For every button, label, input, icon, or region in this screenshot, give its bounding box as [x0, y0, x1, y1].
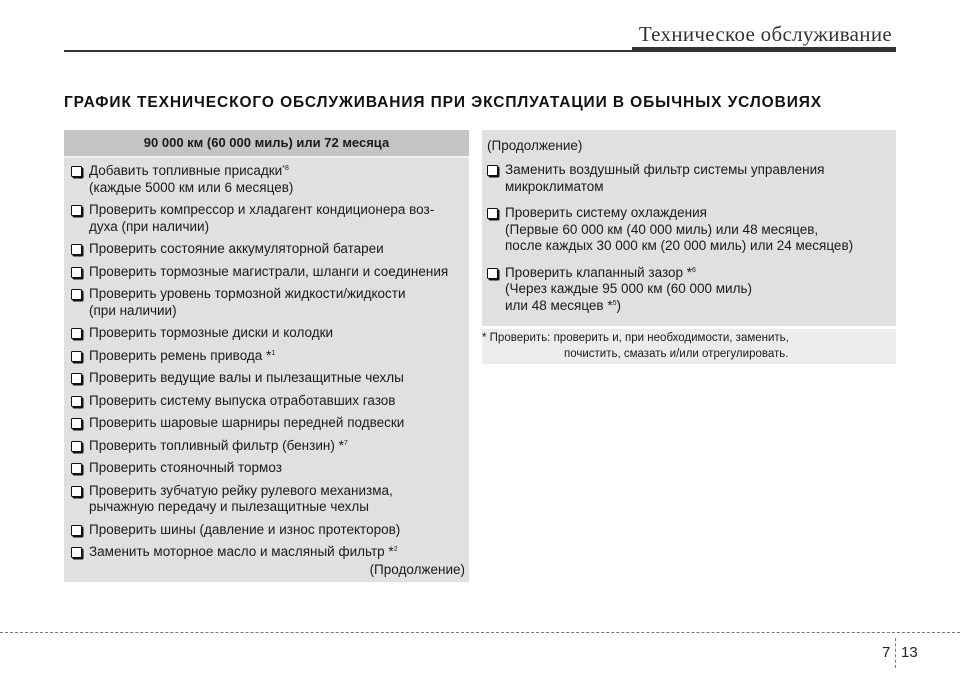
checkbox-icon	[71, 289, 82, 300]
checklist-item	[70, 325, 469, 342]
checkbox-icon	[71, 547, 82, 558]
checklist-item	[70, 163, 469, 196]
page-number-separator	[895, 638, 896, 668]
checklist-item-text: Проверить зубчатую рейку рулевого механизма, рычажную передачу и пылезащитные чехлы	[89, 482, 393, 514]
checklist-item-text: Проверить топливный фильтр (бензин) *$^7$	[89, 437, 348, 453]
checklist-item-text: Проверить ведущие валы и пылезащитные чехлы	[89, 370, 404, 385]
checklist-item	[70, 544, 469, 561]
checkbox-icon	[71, 486, 82, 497]
checkbox-icon	[71, 166, 82, 177]
checklist-item-text: Проверить стояночный тормоз	[89, 460, 282, 475]
checklist-item	[70, 393, 469, 410]
checklist-left	[64, 158, 469, 561]
checklist-item	[70, 202, 469, 235]
continued-heading: (Продолжение)	[487, 138, 583, 153]
interval-heading: 90 000 км (60 000 миль) или 72 месяца	[64, 130, 469, 158]
checklist-item-text: Проверить уровень тормозной жидкости/жидкости (при наличии)	[89, 286, 406, 318]
checkbox-icon	[487, 165, 498, 176]
footnote-ref: 2	[393, 546, 398, 553]
checklist-item-text: Заменить моторное масло и масляный фильтр *$^2$	[89, 544, 398, 559]
checkbox-icon	[487, 208, 498, 219]
checklist-item-text: Добавить топливные присадки$^{*8}$ (каждые 5000 км или 6 месяцев)	[89, 163, 294, 195]
checkbox-icon	[71, 525, 82, 536]
section-title: ГРАФИК ТЕХНИЧЕСКОГО ОБСЛУЖИВАНИЯ ПРИ ЭКСПЛУАТАЦИИ В ОБЫЧНЫХ УСЛОВИЯХ	[64, 94, 823, 111]
checkbox-icon	[71, 351, 82, 362]
checklist-item-text: Проверить тормозные магистрали, шланги и соединения	[89, 263, 449, 279]
checklist-item-text: Проверить компрессор и хладагент кондиционера воз- духа (при наличии)	[89, 202, 435, 234]
chapter-header-title: Техническое обслуживание	[638, 22, 892, 46]
checklist-item	[486, 205, 896, 255]
checklist-item-text: Проверить ремень привода *$^1$	[89, 347, 276, 363]
checklist-item	[486, 162, 896, 195]
checklist-item	[70, 460, 469, 477]
checklist-item-text: Проверить состояние аккумуляторной батареи	[89, 241, 384, 256]
checklist-item-text: Проверить шаровые шарниры передней подвески	[89, 415, 405, 430]
checkbox-icon	[71, 396, 82, 407]
checklist-item	[70, 286, 469, 319]
checkbox-icon	[71, 244, 82, 255]
checklist-item	[70, 370, 469, 387]
checkbox-icon	[71, 328, 82, 339]
checkbox-icon	[71, 373, 82, 384]
checkbox-icon	[71, 418, 82, 429]
checklist-item	[70, 438, 469, 455]
checklist-item	[70, 241, 469, 258]
checkbox-icon	[71, 441, 82, 452]
checkbox-icon	[487, 268, 498, 279]
header-rule-accent	[632, 47, 896, 52]
footnote-box	[482, 329, 896, 364]
footnote-ref: 5	[612, 299, 617, 307]
checklist-item-text: Проверить шины (давление и износ протекторов)	[89, 521, 401, 537]
checklist-item	[486, 265, 896, 315]
checklist-item-text: Проверить систему охлаждения (Первые 60 000 км (40 000 миль) или 48 месяцев, после каждых 30 000 км (20 000 миль) или 24 месяцев)	[505, 205, 854, 253]
chapter-number: 7	[882, 644, 891, 661]
checklist-item	[70, 415, 469, 432]
checkbox-icon	[71, 205, 82, 216]
checklist-item	[70, 522, 469, 539]
checklist-item-text: Проверить тормозные диски и колодки	[89, 325, 334, 340]
checkbox-icon	[71, 463, 82, 474]
footnote-ref: 7	[343, 439, 348, 447]
maintenance-panel-right	[482, 130, 896, 326]
footnote-ref: 6	[692, 266, 696, 274]
checklist-item-text: Заменить воздушный фильтр системы управления микроклиматом	[505, 162, 825, 194]
continued-label: (Продолжение)	[369, 562, 465, 577]
maintenance-panel-left	[64, 130, 469, 582]
checklist-item	[70, 348, 469, 365]
checkbox-icon	[71, 267, 82, 278]
checklist-item	[70, 483, 469, 516]
page-number: 13	[901, 644, 918, 661]
checklist-right	[482, 153, 896, 314]
checklist-item-text: Проверить клапанный зазор *$^6$ (Через каждые 95 000 км (60 000 миль) или 48 месяцев *$^5$)	[505, 264, 752, 313]
checklist-item	[70, 264, 469, 281]
footnote-ref: *8	[282, 165, 289, 172]
page-bottom-rule	[0, 632, 960, 633]
footnote-line: * Проверить: проверить и, при необходимости, заменить,	[482, 332, 789, 344]
checklist-item-text: Проверить систему выпуска отработавших газов	[89, 392, 396, 408]
footnote-line: почистить, смазать и/или отрегулировать.	[564, 348, 789, 360]
footnote-ref: 1	[271, 349, 276, 357]
